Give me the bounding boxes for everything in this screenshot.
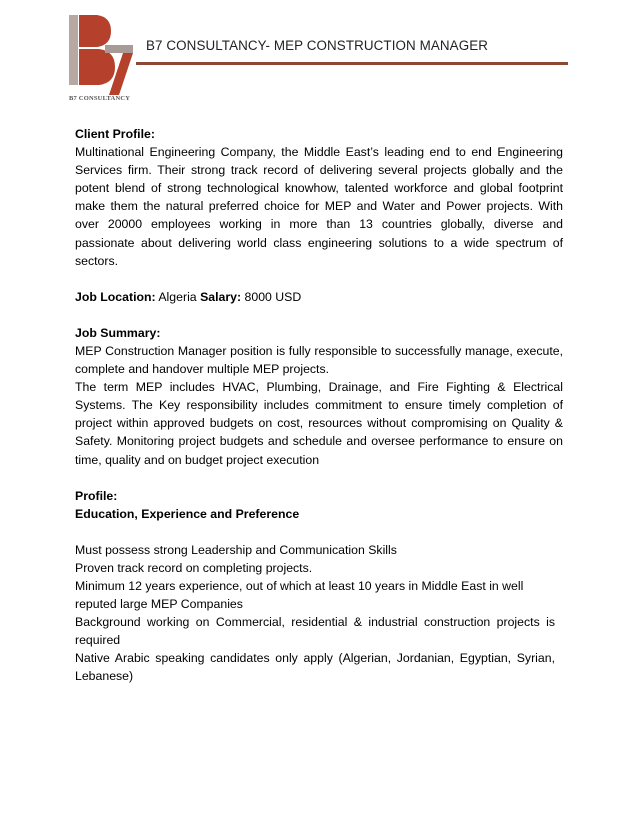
profile-section (75, 487, 563, 686)
client-profile-section (75, 125, 563, 270)
client-profile-heading: Client Profile: (75, 127, 155, 141)
profile-subheading: Education, Experience and Preference (75, 506, 300, 521)
header-divider (136, 62, 568, 65)
salary-label: Salary: (200, 289, 242, 304)
profile-item: Background working on Commercial, residential & industrial construction projects is required (75, 615, 555, 648)
job-summary-paragraph-2: The term MEP includes HVAC, Plumbing, Drainage, and Fire Fighting & Electrical Systems. The Key responsibility includes commitment to ensure timely completion of project within approved budgets on cost, resources without compromising on Quality & Safety. Monitoring project budgets and schedule and oversee performance to ensure on time, quality and on budget project execution (75, 380, 563, 467)
b7-logo-icon (69, 15, 133, 95)
logo-caption: B7 CONSULTANCY (69, 95, 131, 102)
job-summary-section (75, 324, 563, 469)
job-location-value: Algeria (158, 289, 197, 304)
job-summary-heading: Job Summary: (75, 325, 161, 340)
document-body (75, 125, 563, 686)
profile-item: Must possess strong Leadership and Communication Skills (75, 542, 397, 557)
profile-heading: Profile: (75, 488, 118, 503)
profile-item: Proven track record on completing projects. (75, 560, 313, 575)
company-logo (69, 15, 133, 111)
profile-item: Native Arabic speaking candidates only apply (Algerian, Jordanian, Egyptian, Syrian, Lebanese) (75, 651, 555, 684)
job-location-label: Job Location: (75, 289, 156, 304)
job-info-line (75, 288, 563, 306)
page-title: B7 CONSULTANCY- MEP CONSTRUCTION MANAGER (146, 38, 489, 53)
job-summary-paragraph-1: MEP Construction Manager position is fully responsible to successfully manage, execute, complete and handover multiple MEP projects. (75, 343, 563, 377)
salary-value: 8000 USD (244, 289, 302, 304)
client-profile-text: Multinational Engineering Company, the Middle East’s leading end to end Engineering Services firm. Their strong track record of delivering several projects globally and the potent blend of strong technological knowhow, talented workforce and global footprint make them the natural preferred choice for MEP and Water and Power projects. With over 20000 employees working in more than 13 countries globally, diverse and passionate about delivering world class engineering solutions to a wide spectrum of sectors. (75, 145, 563, 268)
profile-item: Minimum 12 years experience, out of which at least 10 years in Middle East in well reputed large MEP Companies (75, 578, 524, 612)
